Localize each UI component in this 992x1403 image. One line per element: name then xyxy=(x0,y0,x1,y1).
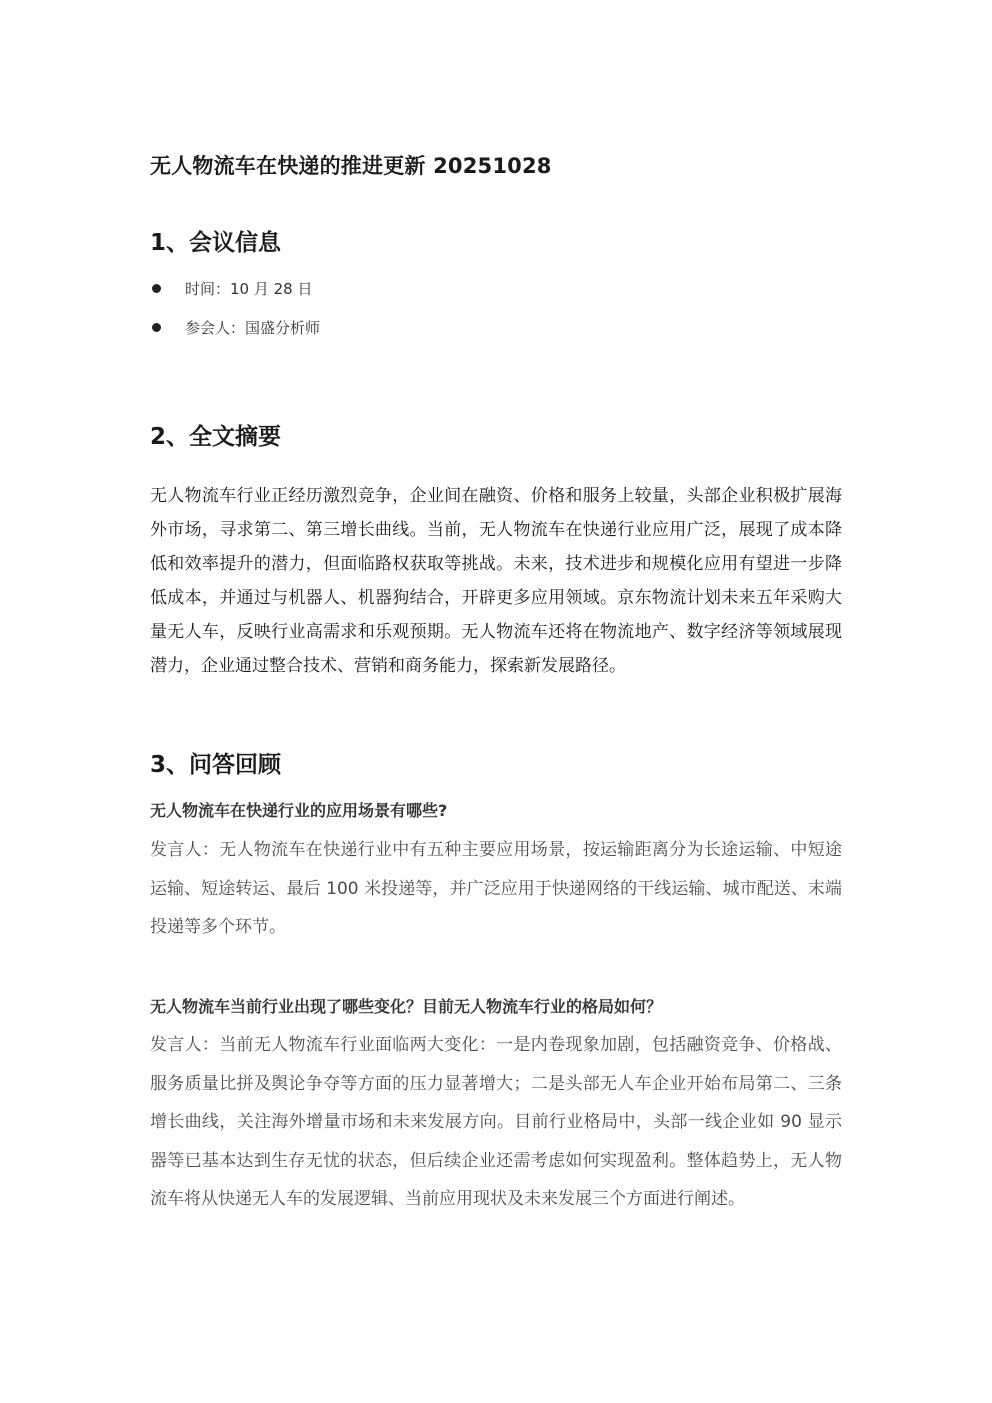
heading-meeting-info: 1、会议信息 xyxy=(150,230,282,256)
meeting-item-attendees xyxy=(150,315,320,339)
qa-answer: 发言人：当前无人物流车行业面临两大变化：一是内卷现象加剧，包括融资竞争、价格战、服务质量比拼及舆论争夺等方面的压力显著增大；二是头部无人车企业开始布局第二、三条增长曲线，关注海外增量市场和未来发展方向。目前行业格局中，头部一线企业如 90 显示器等已基本达到生存无忧的状态，但后续企业还需考虑如何实现盈利。整体趋势上，无人物流车将从快递无人车的发展逻辑、当前应用现状及未来发展三个方面进行阐述。 xyxy=(150,1035,842,1209)
qa-question: 无人物流车当前行业出现了哪些变化？目前无人物流车行业的格局如何？ xyxy=(150,997,663,1016)
meeting-item-label: 时间：10 月 28 日 xyxy=(185,279,313,298)
meeting-item-label: 参会人：国盛分析师 xyxy=(185,318,321,337)
qa-answer: 发言人：无人物流车在快递行业中有五种主要应用场景，按运输距离分为长途运输、中短途运输、短途转运、最后 100 米投递等，并广泛应用于快递网络的干线运输、城市配送、末端投递等多个环节。 xyxy=(150,840,842,937)
qa-question: 无人物流车在快递行业的应用场景有哪些? xyxy=(150,801,448,820)
heading-summary: 2、全文摘要 xyxy=(150,424,282,450)
bullet-icon xyxy=(152,284,161,293)
meeting-item-time xyxy=(150,276,312,300)
heading-qa: 3、问答回顾 xyxy=(150,752,282,778)
bullet-icon xyxy=(152,323,161,332)
summary-paragraph: 无人物流车行业正经历激烈竞争，企业间在融资、价格和服务上较量，头部企业积极扩展海外市场，寻求第二、第三增长曲线。当前，无人物流车在快递行业应用广泛，展现了成本降低和效率提升的潜力，但面临路权获取等挑战。未来，技术进步和规模化应用有望进一步降低成本，并通过与机器人、机器狗结合，开辟更多应用领域。京东物流计划未来五年采购大量无人车，反映行业高需求和乐观预期。无人物流车还将在物流地产、数字经济等领域展现潜力，企业通过整合技术、营销和商务能力，探索新发展路径。 xyxy=(150,486,842,676)
document-title: 无人物流车在快递的推进更新 20251028 xyxy=(150,154,552,178)
